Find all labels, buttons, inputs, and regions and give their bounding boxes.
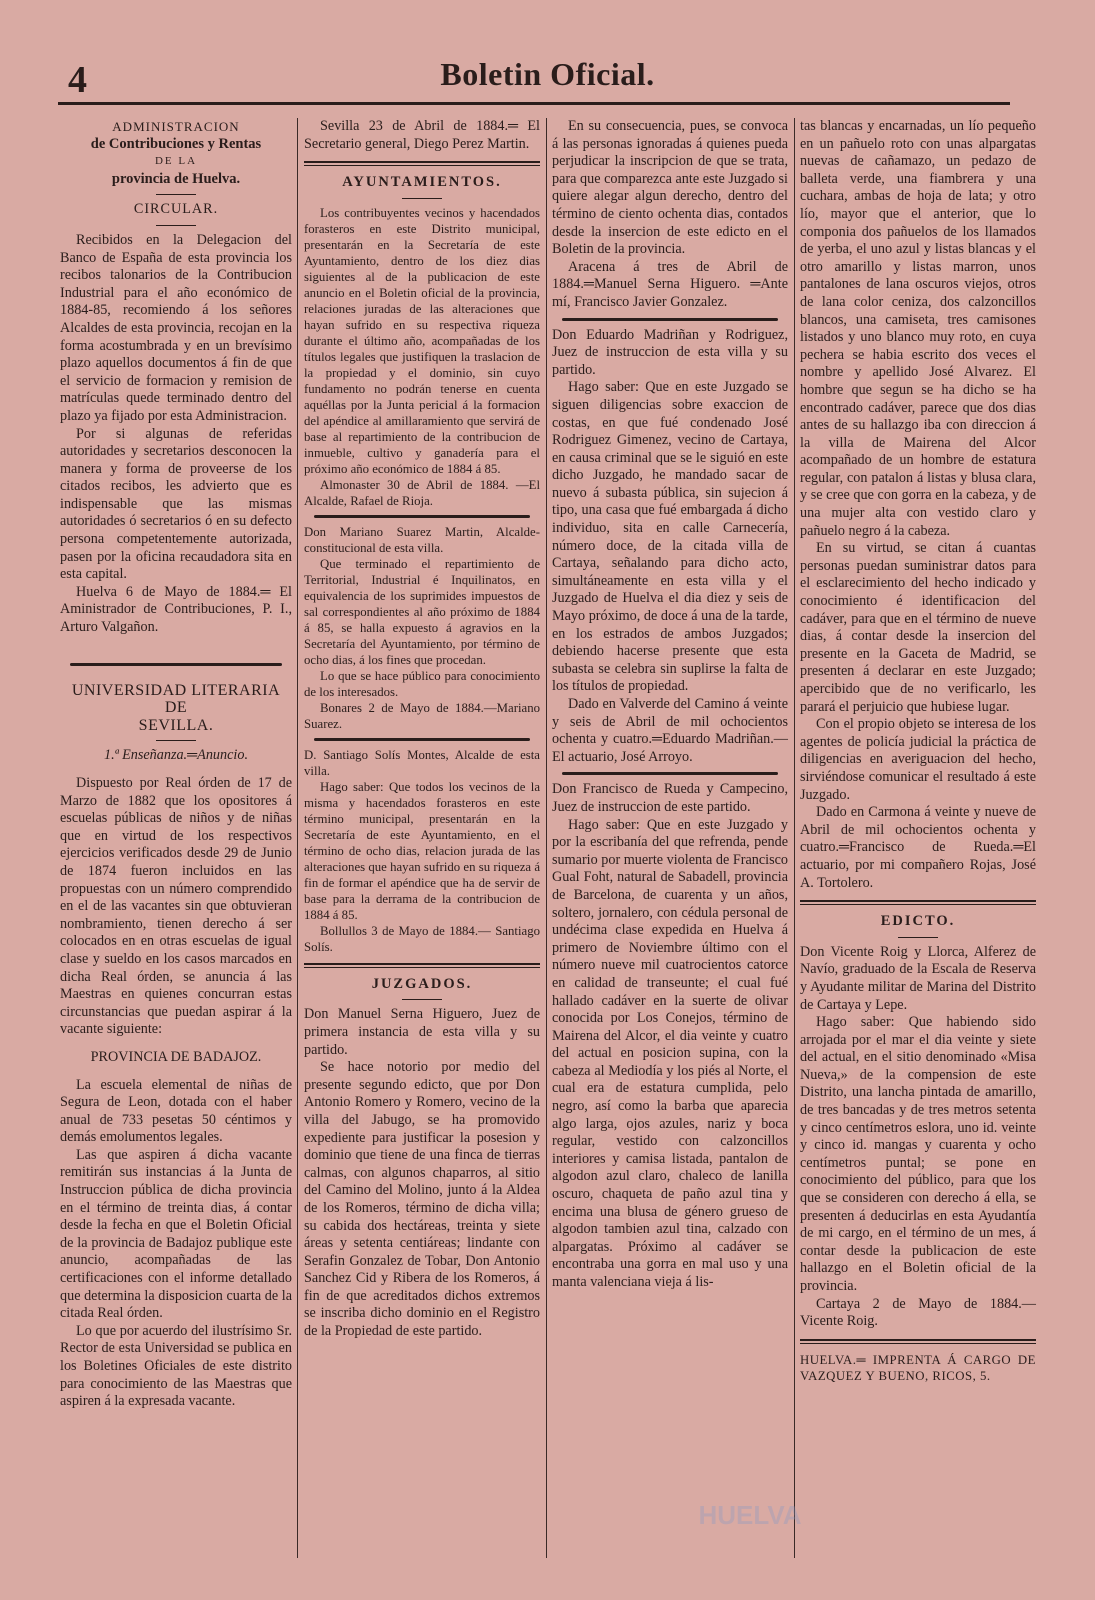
paragraph: Don Francisco de Rueda y Campecino, Juez de instruccion de este partido. [552, 781, 788, 815]
paragraph: Hago saber: Que en este Juzgado se siguen diligencias sobre exaccion de costas, en que fué condenado José Rodriguez Gimenez, vecino de Cartaya, en causa criminal que se le siguió en este dicho Juzgado, he mandado sacar de nuevo á subasta pública, sin sujecion á tipo, una casa que fué embargada á dicho individuo, sita en calle Carnecería, número doce, de la citada villa de Cartaya, señalando para dicho acto, simultáneamente en esta villa y el Juzgado de Huelva el dia diez y seis de Mayo próximo, de doce á una de la tarde, en los estrados de ambos Juzgados; debiendo hacerse presente que esta subasta se celebra sin suplirse la falta de los títulos de propiedad. [552, 379, 788, 695]
paragraph: Lo que por acuerdo del ilustrísimo Sr. Rector de esta Universidad se publica en los Boletines Oficiales de este distrito para conocimiento de las Maestras que aspiren á la expresada vacante. [60, 1322, 292, 1410]
province-heading: PROVINCIA DE BADAJOZ. [90, 1048, 262, 1065]
printer-imprint: HUELVA.═ IMPRENTA Á CARGO DE VAZQUEZ Y BUENO, RICOS, 5. [800, 1352, 1036, 1383]
paragraph: Almonaster 30 de Abril de 1884. —El Alcalde, Rafael de Rioja. [304, 477, 540, 508]
divider [800, 900, 1036, 905]
divider [562, 318, 778, 321]
column-3 [552, 118, 788, 1292]
paragraph: Bollullos 3 de Mayo de 1884.— Santiago Solís. [304, 923, 540, 954]
divider [898, 937, 938, 938]
admin-heading: DE LA [154, 155, 198, 168]
column-divider [297, 118, 298, 1558]
admin-heading: de Contribuciones y Rentas [90, 135, 262, 152]
paragraph: Con el propio objeto se interesa de los agentes de policía judicial la práctica de diligencias en averiguacion del hecho, sirviéndose comunicar el resultado á este Juzgado. [800, 716, 1036, 803]
paragraph: La escuela elemental de niñas de Segura de Leon, dotada con el haber anual de 733 pesetas 50 céntimos y demás emolumentos legales. [60, 1076, 292, 1146]
divider [402, 198, 442, 199]
paragraph: D. Santiago Solís Montes, Alcalde de esta villa. [304, 747, 540, 778]
paragraph: Don Manuel Serna Higuero, Juez de primera instancia de esta villa y su partido. [304, 1006, 540, 1058]
paragraph: Los contribuyentes vecinos y hacendados forasteros en este Distrito municipal, presentarán en la Secretaría de este Ayuntamiento, dentro de los diez dias siguientes al de la publicacion de este anuncio en el Boletin oficial de la provincia, relaciones juradas de las alteraciones que hayan sufrido en su respectiva riqueza durante el último año, acompañadas de los títulos legales que justifiquen la traslacion de la propiedad y el dominio, sin cuyo fundamento no podrán tenerse en cuenta aquéllas por la Junta pericial á la formacion del apéndice al amillaramiento que servirá de base al repartimiento de la contribucion de inmueble, cultivo y ganadería para el próximo año económico de 1884 á 85. [304, 205, 540, 476]
library-watermark: HUELVA [698, 1500, 802, 1530]
header-rule [58, 102, 1010, 105]
circular-heading: CIRCULAR. [133, 201, 219, 218]
paragraph: Que terminado el repartimiento de Territorial, Industrial é Inquilinatos, en equivalencia de los suprimides impuestos de sal correspondientes al año próximo de 1884 á 85, se halla expuesto á agravios en la Secretaría del Ayuntamiento, por término de ocho dias, á los fines que procedan. [304, 556, 540, 667]
paragraph: Lo que se hace público para conocimiento de los interesados. [304, 668, 540, 699]
divider [562, 772, 778, 775]
divider [304, 963, 540, 968]
divider [156, 194, 196, 195]
admin-heading: ADMINISTRACION [112, 119, 240, 134]
divider [304, 161, 540, 166]
column-4 [800, 118, 1036, 1384]
paragraph: En su consecuencia, pues, se convoca á las personas ignoradas á quienes pueda perjudicar la inscripcion de que se trata, para que comparezca ante este Juzgado si quiere alegar algun derecho, dentro del término de ciento ochenta dias, contados desde la insercion de este edicto en el Boletin de la provincia. [552, 118, 788, 258]
paragraph: Aracena á tres de Abril de 1884.═Manuel Serna Higuero. ═Ante mí, Francisco Javier Gonzalez. [552, 258, 788, 310]
section-heading: AYUNTAMIENTOS. [342, 174, 502, 191]
paragraph: Dado en Carmona á veinte y nueve de Abril de mil ochocientos ochenta y cuatro.═Francisco de Rueda.═El actuario, por mi compañero Rojas, José A. Tortolero. [800, 804, 1036, 891]
paragraph: Las que aspiren á dicha vacante remitirán sus instancias á la Junta de Instruccion pública de dicha provincia en el término de treinta dias, á contar desde la fecha en que el Boletin Oficial de la provincia de Badajoz publique este anuncio, acompañadas de las certificaciones con el informe detallado que determina la disposicion cuarta de la citada Real órden. [60, 1146, 292, 1322]
admin-heading: provincia de Huelva. [111, 170, 241, 187]
university-heading: SEVILLA. [138, 716, 214, 734]
paragraph: Don Eduardo Madriñan y Rodriguez, Juez de instruccion de esta villa y su partido. [552, 326, 788, 378]
section-heading: EDICTO. [880, 913, 956, 930]
paragraph: Cartaya 2 de Mayo de 1884.— Vicente Roig. [800, 1295, 1036, 1330]
paragraph: En su virtud, se citan á cuantas personas puedan suministrar datos para el esclarecimiento del hecho indicado y conocimiento é identificacion del cadáver, para que en el término de nueve dias, á contar desde la insercion del presente en la Gaceta de Madrid, se presenten á declarar en este Juzgado; apercibido que de no verificarlo, les parará el perjuicio que hubiese lugar. [800, 540, 1036, 715]
column-divider [546, 118, 547, 1558]
paragraph: tas blancas y encarnadas, un lío pequeño en un pañuelo roto con unas alpargatas nuevas de cañamazo, un pedazo de balleta verde, una fiambrera y una cuchara, ambas de hoja de lata; y otro lío, mayor que el anterior, que lo componia dos pañuelos de los llamados de yerba, el uno azul y listas blancas y el otro amarillo y listas marron, unos pantalones de lana oscuros viejos, otros de lana color ceniza, dos calzoncillos blancos, una camiseta, tres camisones listados y uno blanco muy roto, en cuya pechera se habia escrito dos veces el nombre y apellido José Alvarez. El hombre que segun se ha dicho se ha encontrado cadáver, parece que dos dias antes de su hallazgo iba con direccion á la villa de Mairena del Alcor acompañado de un hombre de estatura regular, con patalon á listas y blusa clara, y se cree que con gorra en la cabeza, y de una mujer alta con vestido claro y pañuelo negro á la cabeza. [800, 118, 1036, 539]
page-number: 4 [68, 59, 87, 101]
column-2 [304, 118, 540, 1341]
divider [800, 1339, 1036, 1344]
section-heading: JUZGADOS. [371, 975, 473, 992]
paragraph: Hago saber: Que en este Juzgado y por la escribanía del que refrenda, pende sumario por muerte violenta de Francisco Gual Foht, natural de Sabadell, provincia de Barcelona, de cuarenta y un años, soltero, jornalero, con cédula personal de undécima clase expedida en Huelva á primero de Noviembre último con el número nueve mil cuatrocientos catorce en calidad de transeunte; el cual fué hallado cadáver en la suerte de olivar conocida por Los Conejos, término de Mairena del Alcor, el dia veinte y cuatro del actual en posicion supina, con la cabeza al Mediodía y los piés al Norte, el cual era de estatura cumplida, pelo negro, así como la barba que aparecia algo larga, ojos azules, nariz y boca regular, vestido con calzoncillos interiores y camisa listada, pantalon de algodon azul claro, chaleco de lanilla oscuro, chaqueta de paño azul tina y encima una blusa de género grueso de algodon tambien azul tina, calzado con alpargatas. Próximo al cadáver se encontraba una gorra en mal uso y una manta valenciana vieja á lis- [552, 816, 788, 1290]
paragraph: Hago saber: Que todos los vecinos de la misma y hacendados forasteros en este término municipal, presentarán en la Secretaría de este Ayuntamiento, en el término de ocho dias, relacion jurada de las alteraciones que hayan sufrido en su riqueza á fin de formar el apéndice que ha de servir de base para la derrama de la contribucion de 1884 á 85. [304, 779, 540, 922]
section-subtitle: 1.ª Enseñanza.═Anuncio. [103, 747, 248, 764]
paragraph: Don Mariano Suarez Martin, Alcalde-constitucional de esta villa. [304, 524, 540, 555]
paragraph: Recibidos en la Delegacion del Banco de España de esta provincia los recibos talonarios de la Contribucion Industrial para el año económico de 1884-85, recomiendo á los señores Alcaldes de esta provincia, recojan en la forma acostumbrada y en un brevísimo plazo aquellos documentos á fin de que el servicio de formacion y remision de matrículas quede terminado dentro del plazo ya fijado por esta Administracion. [60, 231, 292, 424]
column-divider [794, 118, 795, 1558]
divider [314, 738, 530, 741]
page-title: Boletin Oficial. [440, 56, 655, 92]
university-heading: UNIVERSIDAD LITERARIA DE [71, 681, 281, 717]
divider [314, 515, 530, 518]
paragraph: Huelva 6 de Mayo de 1884.═ El Aministrador de Contribuciones, P. I., Arturo Valgañon. [60, 583, 292, 636]
divider [402, 999, 442, 1000]
paragraph: Don Vicente Roig y Llorca, Alferez de Navío, graduado de la Escala de Reserva y Ayudante militar de Marina del Distrito de Cartaya y Lepe. [800, 943, 1036, 1013]
divider [70, 663, 282, 666]
paragraph: Dispuesto por Real órden de 17 de Marzo de 1882 que los opositores á escuelas públicas de niños y de niñas que en virtud de los respectivos ejercicios verificados desde 29 de Junio de 1874 fueron incluidos en las propuestas con un número comprendido en el de las vacantes sin que obtuvieran nombramiento, tienen derecho á ser colocados en en otras escuelas de igual clase y sueldo en los casos marcados en dicha Real órden, se anuncia á las Maestras en quienes concurran estas circunstancias que puedan aspirar á la vacante siguiente: [60, 775, 292, 1038]
column-1 [60, 118, 292, 1411]
paragraph: Sevilla 23 de Abril de 1884.═ El Secretario general, Diego Perez Martin. [304, 118, 540, 152]
paragraph: Se hace notorio por medio del presente segundo edicto, que por Don Antonio Romero y Romero, vecino de la villa del Jabugo, se ha promovido expediente para justificar la posesion y dominio que tiene de una finca de tierras calmas, con algunos chaparros, al sitio del Camino del Molino, junto á la Aldea de los Romeros, término de dicha villa; su cabida dos hectáreas, treinta y siete áreas y setenta centiáreas; lindante con Serafin Gonzalez de Tobar, Don Antonio Sanchez Cid y Ribera de los Romeros, á fin de que acreditados dichos extremos se inscriba dicho dominio en el Registro de la Propiedad de este partido. [304, 1059, 540, 1340]
paragraph: Dado en Valverde del Camino á veinte y seis de Abril de mil ochocientos ochenta y cuatro.═Eduardo Madriñan.—El actuario, José Arroyo. [552, 696, 788, 765]
paragraph: Por si algunas de referidas autoridades y secretarios desconocen la manera y forma de proveerse de los citados recibos, les advierto que es indispensable que las mismas autoridades ó secretarios ó en su defecto persona competentemente autorizada, pasen por la oficina recaudadora sita en esta capital. [60, 425, 292, 583]
divider [156, 225, 196, 226]
paragraph: Bonares 2 de Mayo de 1884.—Mariano Suarez. [304, 700, 540, 731]
divider [156, 740, 196, 741]
paragraph: Hago saber: Que habiendo sido arrojada por el mar el dia veinte y siete del actual, en el sitio denominado «Misa Nueva,» de la compension de este Distrito, una lancha pintada de amarillo, de tres bancadas y de tres metros setenta y cinco centímetros eslora, uno id. veinte y cinco id. mangas y cuarenta y ocho centímetros puntal; se pone en conocimiento del público, para que los que se consideren con derecho á ella, se presenten á deducirlas en esta Ayudantía de mi cargo, en el término de un mes, á contar desde la publicacion de este hallazgo en el Boletin oficial de la provincia. [800, 1014, 1036, 1294]
